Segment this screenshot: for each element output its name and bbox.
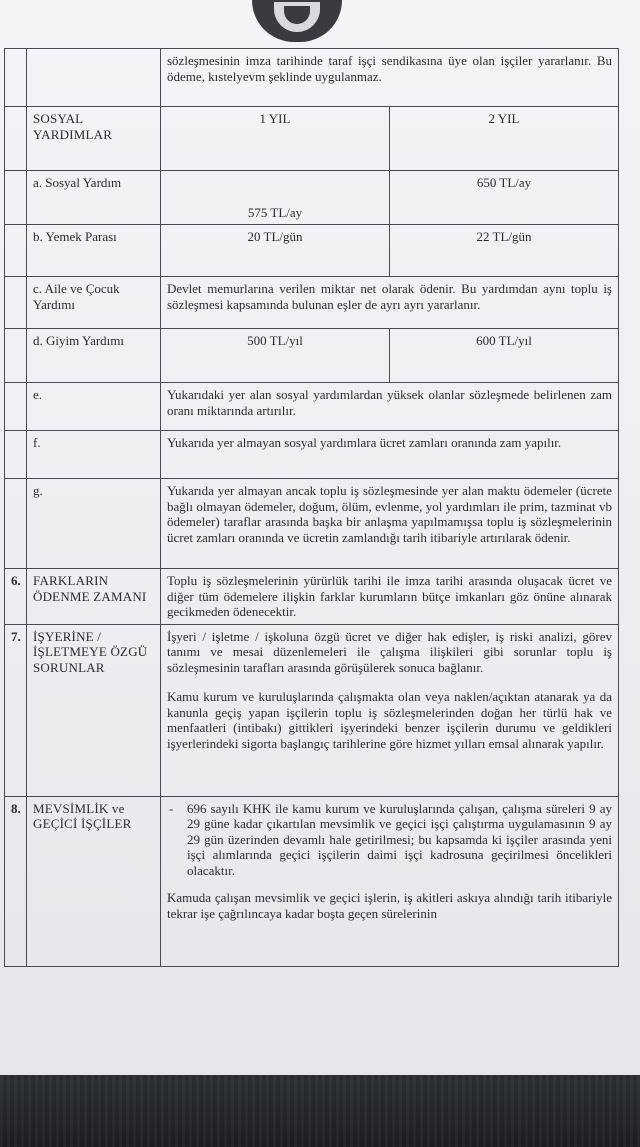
- section-body: [161, 796, 619, 966]
- section-body: [161, 624, 619, 796]
- emblem-seal: [252, 0, 342, 42]
- table-row: [5, 431, 619, 479]
- section-number: 8.: [5, 796, 27, 966]
- table-row: [5, 277, 619, 329]
- table-row: [5, 49, 619, 107]
- floor-background: [0, 1075, 640, 1147]
- item-label: a. Sosyal Yardım: [27, 171, 161, 225]
- item-label: e.: [27, 383, 161, 431]
- item-value-year2: 650 TL/ay: [390, 171, 619, 225]
- section-title: FARKLARIN ÖDENME ZAMANI: [27, 569, 161, 625]
- item-value-year1: 20 TL/gün: [161, 225, 390, 277]
- section-paragraph: İşyeri / işletme / işkoluna özgü ücret ve diğer hak edişler, iş riski analizi, görev tanımı ve mesai düzenlemeleri ile çalışma ilişkileri gibi sorunlar toplu iş sözleşmesinin tarafları arasında görüşülerek sonuca bağlanır.: [167, 628, 612, 675]
- table-row: [5, 107, 619, 171]
- table-row: [5, 329, 619, 383]
- table-row: [5, 383, 619, 431]
- item-value-year2: 22 TL/gün: [390, 225, 619, 277]
- section-paragraph: Kamu kurum ve kuruluşlarında çalışmakta olan veya naklen/açıktan atanarak ya da kanunla geçiş yapan işçilerin toplu iş sözleşmelerinden doğan her türlü hak ve menfaatleri (intibakı) gittikleri işyerindeki benzer işçilerin durumu ve geldikleri işyerlerindeki sigorta başlangıç tarihlerine göre hizmet yılları emsal alınarak yapılır.: [167, 689, 612, 751]
- col-year2: 2 YIL: [390, 107, 619, 171]
- item-value-year2: 600 TL/yıl: [390, 329, 619, 383]
- social-title: SOSYAL YARDIMLAR: [27, 107, 161, 171]
- item-text: Yukarıda yer almayan sosyal yardımlara ücret zamları oranında zam yapılır.: [161, 431, 619, 479]
- item-text: Yukarıda yer almayan ancak toplu iş sözleşmesinde yer alan maktu ödemeler (ücrete bağlı olmayan ödemeler, doğum, ölüm, evlenme, yol yardımları ile prim, tazminat vb ödemeler) taraflar arasında başka bir anlaşma yapılmamışsa toplu iş sözleşmelerinin ücret zamları oranında ve ücretin zamlandığı tarih itibariyle artırılarak ödenir.: [161, 479, 619, 569]
- table-row: [5, 796, 619, 966]
- table-row: [5, 479, 619, 569]
- item-label: b. Yemek Parası: [27, 225, 161, 277]
- bullet-list: [167, 801, 612, 879]
- table-row: [5, 569, 619, 625]
- item-label: c. Aile ve Çocuk Yardımı: [27, 277, 161, 329]
- section-number: 6.: [5, 569, 27, 625]
- item-value-year1: 500 TL/yıl: [161, 329, 390, 383]
- section-title: MEVSİMLİK ve GEÇİCİ İŞÇİLER: [27, 796, 161, 966]
- continuation-text: sözleşmesinin imza tarihinde taraf işçi sendikasına üye olan işçiler yararlanır. Bu ödeme, kıstelyevm şeklinde uygulanmaz.: [161, 49, 619, 107]
- list-item: - 696 sayılı KHK ile kamu kurum ve kuruluşlarında çalışan, çalışma süreleri 9 ay 29 güne kadar çıkartılan mevsimlik ve geçici işçi çalıştırma uygulamasının 9 ay 29 gün üzerinden devamlı hale getirilmesi; bu kapsamda ki işçiler arasında yeni işçi alımlarında geçici işçilerin daimi işçi kadrosuna geçirilmesi öncelikleri olacaktır.: [167, 801, 612, 879]
- section-text: Toplu iş sözleşmelerinin yürürlük tarihi ile imza tarihi arasında oluşacak ücret ve diğer tüm ödemelere ilişkin farklar kurumların bütçe imkanları göz önüne alınarak gecikmeden ödenecektir.: [161, 569, 619, 625]
- item-label: d. Giyim Yardımı: [27, 329, 161, 383]
- col-year1: 1 YIL: [161, 107, 390, 171]
- table-row: [5, 624, 619, 796]
- section-title: İŞYERİNE / İŞLETMEYE ÖZGÜ SORUNLAR: [27, 624, 161, 796]
- item-value-year1: 575 TL/ay: [161, 171, 390, 225]
- item-text: Devlet memurlarına verilen miktar net olarak ödenir. Bu yardımdan aynı toplu iş sözleşmesi kapsamında bulunan eşler de ayrı ayrı yararlanır.: [161, 277, 619, 329]
- item-text: Yukarıdaki yer alan sosyal yardımlardan yüksek olanlar sözleşmede belirlenen zam oranı miktarında artırılır.: [161, 383, 619, 431]
- item-label: g.: [27, 479, 161, 569]
- section-number: 7.: [5, 624, 27, 796]
- table-row: [5, 171, 619, 225]
- agreement-table: [4, 48, 619, 967]
- table-row: [5, 225, 619, 277]
- section-paragraph: Kamuda çalışan mevsimlik ve geçici işlerin, iş akitleri askıya alındığı tarih itibariyle tekrar işe çağrılıncaya kadar boşta geçen sürelerinin: [167, 890, 612, 921]
- item-label: f.: [27, 431, 161, 479]
